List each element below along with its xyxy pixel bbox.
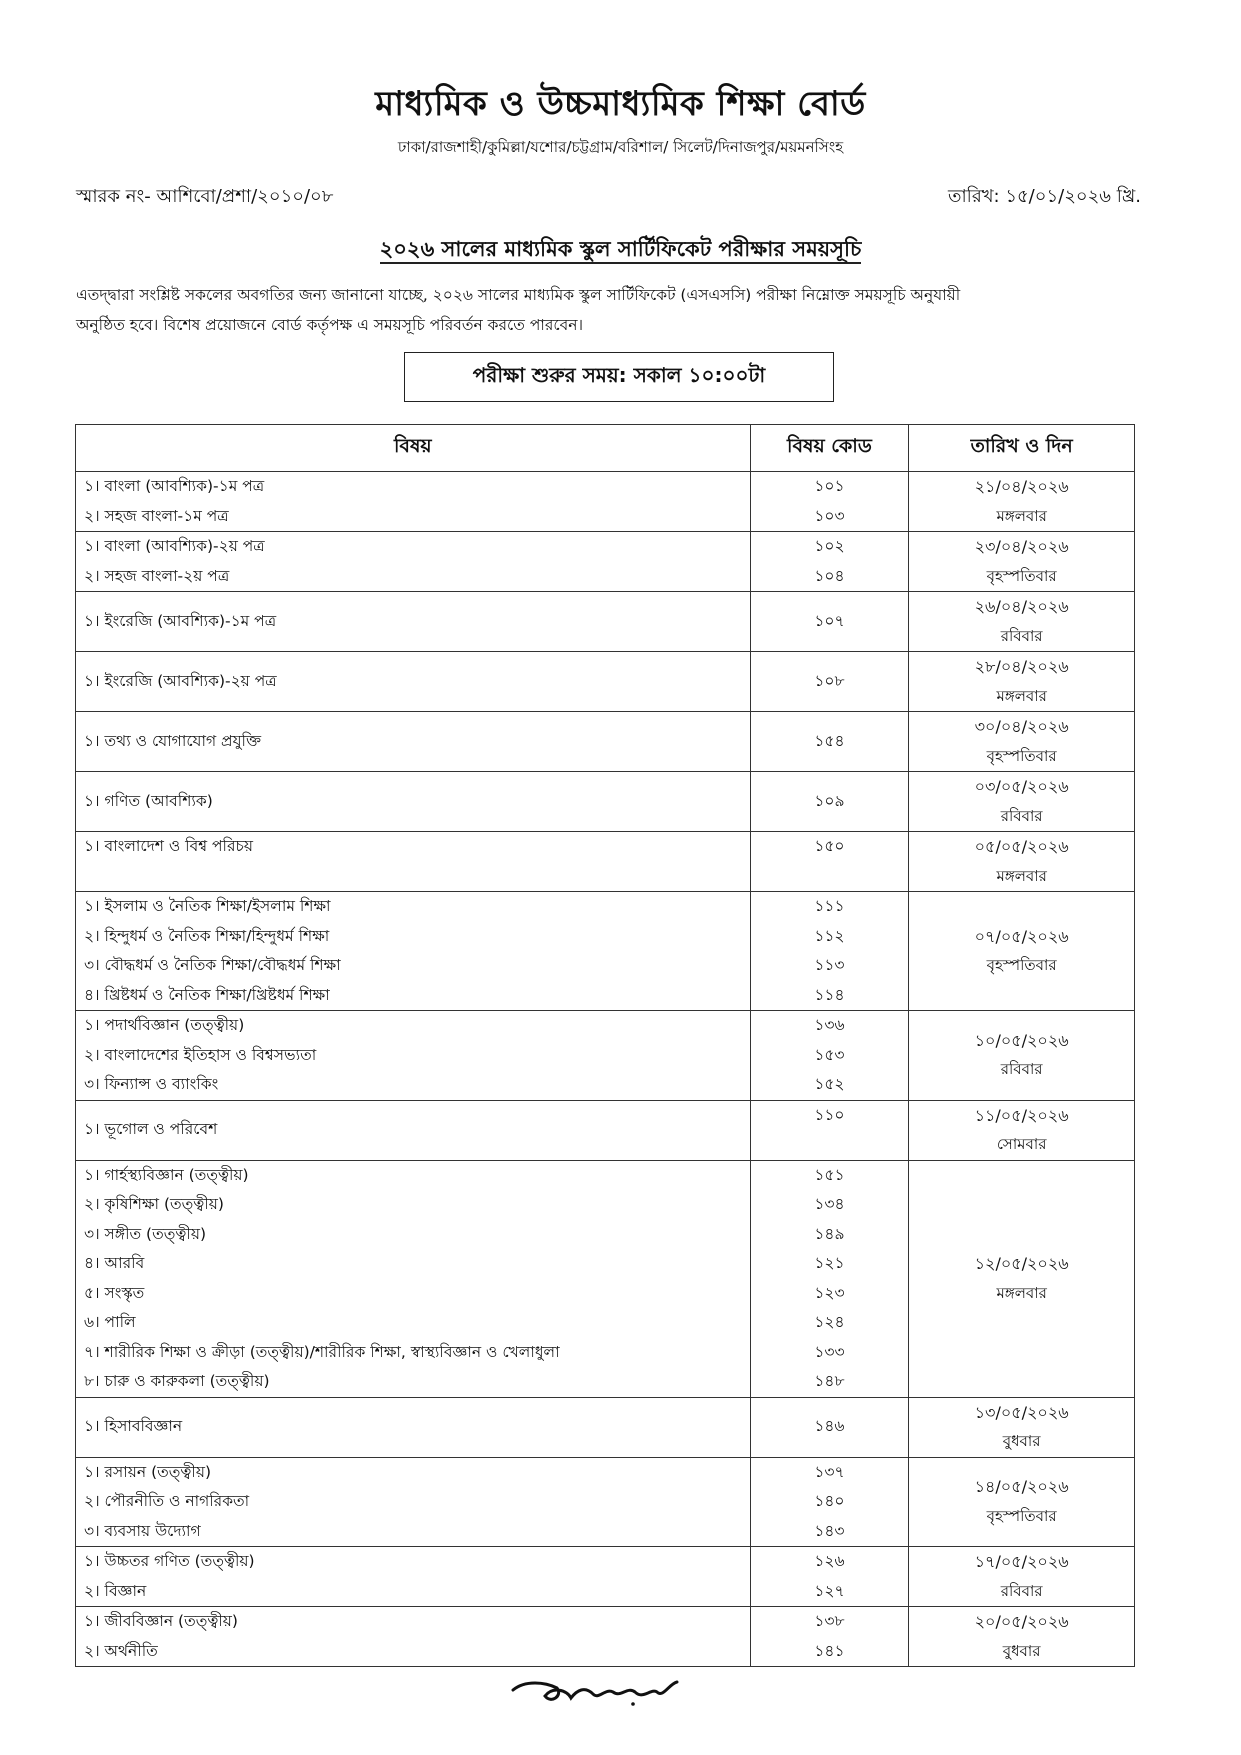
subject-cell (76, 832, 751, 892)
subject-code: ১৫৪ (814, 731, 845, 750)
exam-weekday: বুধবার (1002, 1641, 1041, 1660)
code-cell (750, 892, 909, 1011)
exam-weekday: বৃহস্পতিবার (986, 956, 1057, 974)
subject-name: ১। পদার্থবিজ্ঞান (তত্ত্বীয়) (84, 1016, 245, 1034)
code-cell (750, 1397, 909, 1457)
subject-cell (76, 712, 751, 772)
subject-code: ১০৮ (814, 671, 845, 690)
date-day-cell (909, 1547, 1135, 1607)
date-day-cell (909, 892, 1135, 1011)
code-cell (750, 1607, 909, 1667)
subject-name: ২। সহজ বাংলা-১ম পত্র (84, 506, 229, 525)
document-title (0, 233, 1241, 268)
exam-weekday: রবিবার (1000, 1581, 1043, 1600)
table-row (76, 652, 1135, 712)
subject-code: ১৫৩ (814, 1045, 845, 1064)
exam-weekday: মঙ্গলবার (996, 686, 1047, 705)
board-list: ঢাকা/রাজশাহী/কুমিল্লা/যশোর/চট্টগ্রাম/বরিশাল/ সিলেট/দিনাজপুর/ময়মনসিংহ (397, 138, 844, 156)
date-day-cell (909, 1160, 1135, 1397)
exam-weekday: সোমবার (996, 1135, 1047, 1153)
subject-code: ১০৩ (814, 506, 845, 525)
subject-code: ১১১ (814, 897, 845, 915)
subject-name: ৩। বৌদ্ধধর্ম ও নৈতিক শিক্ষা/বৌদ্ধধর্ম শিক্ষা (84, 956, 341, 974)
exam-date: ২০/০৫/২০২৬ (974, 1612, 1069, 1631)
exam-date: ০৫/০৫/২০২৬ (974, 837, 1069, 856)
memo-number: স্মারক নং- আশিবো/প্রশা/২০১০/০৮ (76, 186, 334, 207)
date-day-cell (909, 652, 1135, 712)
subject-code: ১০১ (814, 477, 845, 495)
table-row (76, 472, 1135, 532)
code-cell (750, 712, 909, 772)
subject-name: ২। সহজ বাংলা-২য় পত্র (84, 566, 230, 585)
code-cell (750, 532, 909, 592)
code-cell (750, 1100, 909, 1160)
exam-date: ৩০/০৪/২০২৬ (974, 717, 1069, 736)
subject-code: ১৫২ (814, 1075, 845, 1093)
code-cell (750, 832, 909, 892)
intro-line-1: এতদ্দ্বারা সংশ্লিষ্ট সকলের অবগতির জন্য জানানো যাচ্ছে, ২০২৬ সালের মাধ্যমিক স্কুল সার্টিফিকেট (এসএসসি) পরীক্ষা নিম্নোক্ত সময়সূচি অনুযায়ী (76, 286, 961, 304)
subject-name: ১। বাংলাদেশ ও বিশ্ব পরিচয় (84, 837, 253, 855)
table-row (76, 1100, 1135, 1160)
date-day-cell (909, 832, 1135, 892)
exam-weekday: রবিবার (1000, 806, 1043, 825)
subject-name: ১। ইংরেজি (আবশ্যিক)-২য় পত্র (84, 671, 277, 690)
subject-cell (76, 772, 751, 832)
table-row (76, 1160, 1135, 1397)
table-header-row (76, 425, 1135, 472)
subject-name: ১। ইংরেজি (আবশ্যিক)-১ম পত্র (84, 611, 277, 630)
exam-date: ০৭/০৫/২০২৬ (974, 926, 1069, 946)
exam-weekday: বৃহস্পতিবার (986, 1506, 1057, 1525)
subject-code: ১১৩ (814, 956, 845, 974)
date-day-cell (909, 772, 1135, 832)
exam-weekday: মঙ্গলবার (996, 866, 1047, 885)
subject-cell (76, 1100, 751, 1160)
issue-date: তারিখ: ১৫/০১/২০২৬ খ্রি. (947, 186, 1141, 207)
subject-code: ১৪৩ (814, 1521, 845, 1540)
subject-code: ১০২ (814, 537, 845, 555)
subject-name: ১। রসায়ন (তত্ত্বীয়) (84, 1462, 212, 1481)
exam-weekday: বৃহস্পতিবার (986, 746, 1057, 765)
table-row (76, 1547, 1135, 1607)
code-cell (750, 472, 909, 532)
exam-date: ১১/০৫/২০২৬ (974, 1105, 1069, 1125)
subject-code: ১২৬ (814, 1552, 845, 1570)
subject-name: ২। বিজ্ঞান (84, 1581, 147, 1600)
exam-date: ২৬/০৪/২০২৬ (974, 597, 1069, 616)
exam-date: ২৩/০৪/২০২৬ (974, 537, 1069, 556)
table-row (76, 1457, 1135, 1547)
schedule-table (75, 424, 1135, 1667)
table-row (76, 772, 1135, 832)
subject-cell (76, 892, 751, 1011)
subject-cell (76, 1011, 751, 1101)
table-row (76, 1011, 1135, 1101)
subject-code: ১২৭ (814, 1581, 845, 1600)
code-cell (750, 1457, 909, 1547)
subject-name: ১। ভূগোল ও পরিবেশ (84, 1120, 218, 1139)
subject-name: ২। বাংলাদেশের ইতিহাস ও বিশ্বসভ্যতা (84, 1045, 317, 1064)
subject-code: ১৪০ (814, 1492, 845, 1510)
subject-cell (76, 1457, 751, 1547)
table-body (76, 472, 1135, 1667)
exam-weekday: রবিবার (1000, 1060, 1043, 1079)
subject-code: ১২১ (814, 1254, 845, 1272)
date-day-cell (909, 472, 1135, 532)
subject-name: ১। তথ্য ও যোগাযোগ প্রযুক্তি (84, 731, 262, 750)
date-day-cell (909, 532, 1135, 592)
date-day-cell (909, 592, 1135, 652)
subject-name: ২। পৌরনীতি ও নাগরিকতা (84, 1492, 250, 1510)
exam-start-time-box (404, 352, 834, 402)
subject-name: ১। গণিত (আবশ্যিক) (84, 791, 213, 810)
subject-code: ১০৭ (814, 611, 845, 630)
subject-code: ১০৯ (814, 791, 845, 810)
subject-code: ১১০ (814, 1105, 845, 1124)
subject-code: ১৩৪ (814, 1195, 845, 1213)
subject-name: ৭। শারীরিক শিক্ষা ও ক্রীড়া (তত্ত্বীয়)/শারীরিক শিক্ষা, স্বাস্থ্যবিজ্ঞান ও খেলাধুলা (84, 1342, 560, 1361)
subject-cell (76, 1607, 751, 1667)
signature-icon (505, 1672, 725, 1712)
subject-name: ৩। সঙ্গীত (তত্ত্বীয়) (84, 1224, 207, 1243)
code-cell (750, 772, 909, 832)
header-code: বিষয় কোড (750, 425, 909, 472)
subject-code: ১৩৩ (814, 1342, 845, 1361)
code-cell (750, 592, 909, 652)
code-cell (750, 1011, 909, 1101)
table-row (76, 892, 1135, 1011)
subject-code: ১৫১ (814, 1165, 845, 1184)
subject-name: ২। অর্থনীতি (84, 1641, 158, 1660)
subject-cell (76, 1160, 751, 1397)
code-cell (750, 652, 909, 712)
exam-date: ০৩/০৫/২০২৬ (974, 777, 1069, 796)
subject-name: ১। বাংলা (আবশ্যিক)-২য় পত্র (84, 537, 265, 555)
subject-name: ৫। সংস্কৃত (84, 1283, 145, 1302)
exam-weekday: মঙ্গলবার (996, 1283, 1047, 1302)
subject-name: ১। উচ্চতর গণিত (তত্ত্বীয়) (84, 1552, 255, 1570)
subject-cell (76, 532, 751, 592)
exam-date: ১২/০৫/২০২৬ (974, 1254, 1069, 1273)
exam-date: ১৩/০৫/২০২৬ (974, 1402, 1069, 1422)
intro-line-2: অনুষ্ঠিত হবে। বিশেষ প্রয়োজনে বোর্ড কর্তৃপক্ষ এ সময়সূচি পরিবর্তন করতে পারবেন। (76, 316, 584, 334)
subject-code: ১৪১ (814, 1641, 845, 1660)
date-day-cell (909, 1397, 1135, 1457)
date-day-cell (909, 712, 1135, 772)
subject-code: ১৫০ (814, 837, 845, 855)
subject-code: ১২৪ (814, 1313, 845, 1331)
document-title-text: ২০২৬ সালের মাধ্যমিক স্কুল সার্টিফিকেট পরীক্ষার সময়সূচি (380, 237, 862, 264)
subject-name: ৪। আরবি (84, 1254, 145, 1272)
subject-name: ১। জীববিজ্ঞান (তত্ত্বীয়) (84, 1612, 238, 1630)
exam-date: ২৮/০৪/২০২৬ (974, 657, 1069, 676)
date-day-cell (909, 1011, 1135, 1101)
subject-code: ১১২ (814, 926, 845, 945)
code-cell (750, 1547, 909, 1607)
subject-cell (76, 592, 751, 652)
date-day-cell (909, 1607, 1135, 1667)
exam-weekday: মঙ্গলবার (996, 506, 1047, 525)
exam-weekday: রবিবার (1000, 626, 1043, 645)
header-date-day: তারিখ ও দিন (909, 425, 1135, 472)
subject-name: ৩। ফিন্যান্স ও ব্যাংকিং (84, 1075, 219, 1093)
subject-name: ৩। ব্যবসায় উদ্যোগ (84, 1521, 201, 1540)
subject-code: ১২৩ (814, 1283, 845, 1302)
subject-code: ১০৪ (814, 566, 845, 585)
subject-name: ১। হিসাববিজ্ঞান (84, 1417, 183, 1436)
subject-cell (76, 1547, 751, 1607)
header-subject: বিষয় (76, 425, 751, 472)
subject-name: ৬। পালি (84, 1313, 136, 1331)
subject-code: ১৩৮ (814, 1612, 845, 1630)
subject-code: ১৩৭ (814, 1462, 845, 1481)
table-row (76, 832, 1135, 892)
subject-code: ১৪৯ (814, 1224, 845, 1243)
subject-cell (76, 472, 751, 532)
subject-name: ২। কৃষিশিক্ষা (তত্ত্বীয়) (84, 1195, 224, 1213)
table-row (76, 1397, 1135, 1457)
subject-code: ১৪৮ (814, 1372, 845, 1390)
subject-name: ৪। খ্রিষ্টধর্ম ও নৈতিক শিক্ষা/খ্রিষ্টধর্ম শিক্ষা (84, 985, 330, 1004)
exam-date: ১০/০৫/২০২৬ (974, 1030, 1069, 1050)
exam-weekday: বুধবার (1002, 1432, 1041, 1450)
exam-start-time: পরীক্ষা শুরুর সময়: সকাল ১০:০০টা (472, 362, 766, 387)
table-row (76, 532, 1135, 592)
table-row (76, 712, 1135, 772)
intro-paragraph (76, 280, 1156, 340)
subject-cell (76, 652, 751, 712)
date-day-cell (909, 1457, 1135, 1547)
subject-name: ২। হিন্দুধর্ম ও নৈতিক শিক্ষা/হিন্দুধর্ম শিক্ষা (84, 926, 330, 945)
subject-name: ৮। চারু ও কারুকলা (তত্ত্বীয়) (84, 1372, 270, 1390)
exam-date: ১৪/০৫/২০২৬ (974, 1477, 1069, 1497)
table-row (76, 592, 1135, 652)
date-day-cell (909, 1100, 1135, 1160)
subject-code: ১৩৬ (814, 1016, 845, 1034)
subject-code: ১৪৬ (814, 1417, 845, 1436)
code-cell (750, 1160, 909, 1397)
table-row (76, 1607, 1135, 1667)
subject-name: ১। বাংলা (আবশ্যিক)-১ম পত্র (84, 477, 265, 495)
subject-name: ১। ইসলাম ও নৈতিক শিক্ষা/ইসলাম শিক্ষা (84, 897, 331, 915)
subject-code: ১১৪ (814, 985, 845, 1004)
board-title: মাধ্যমিক ও উচ্চমাধ্যমিক শিক্ষা বোর্ড (375, 84, 866, 124)
subject-name: ১। গার্হস্থ্যবিজ্ঞান (তত্ত্বীয়) (84, 1165, 249, 1184)
exam-date: ১৭/০৫/২০২৬ (974, 1552, 1069, 1571)
subject-cell (76, 1397, 751, 1457)
exam-weekday: বৃহস্পতিবার (986, 566, 1057, 585)
exam-date: ২১/০৪/২০২৬ (974, 477, 1069, 496)
